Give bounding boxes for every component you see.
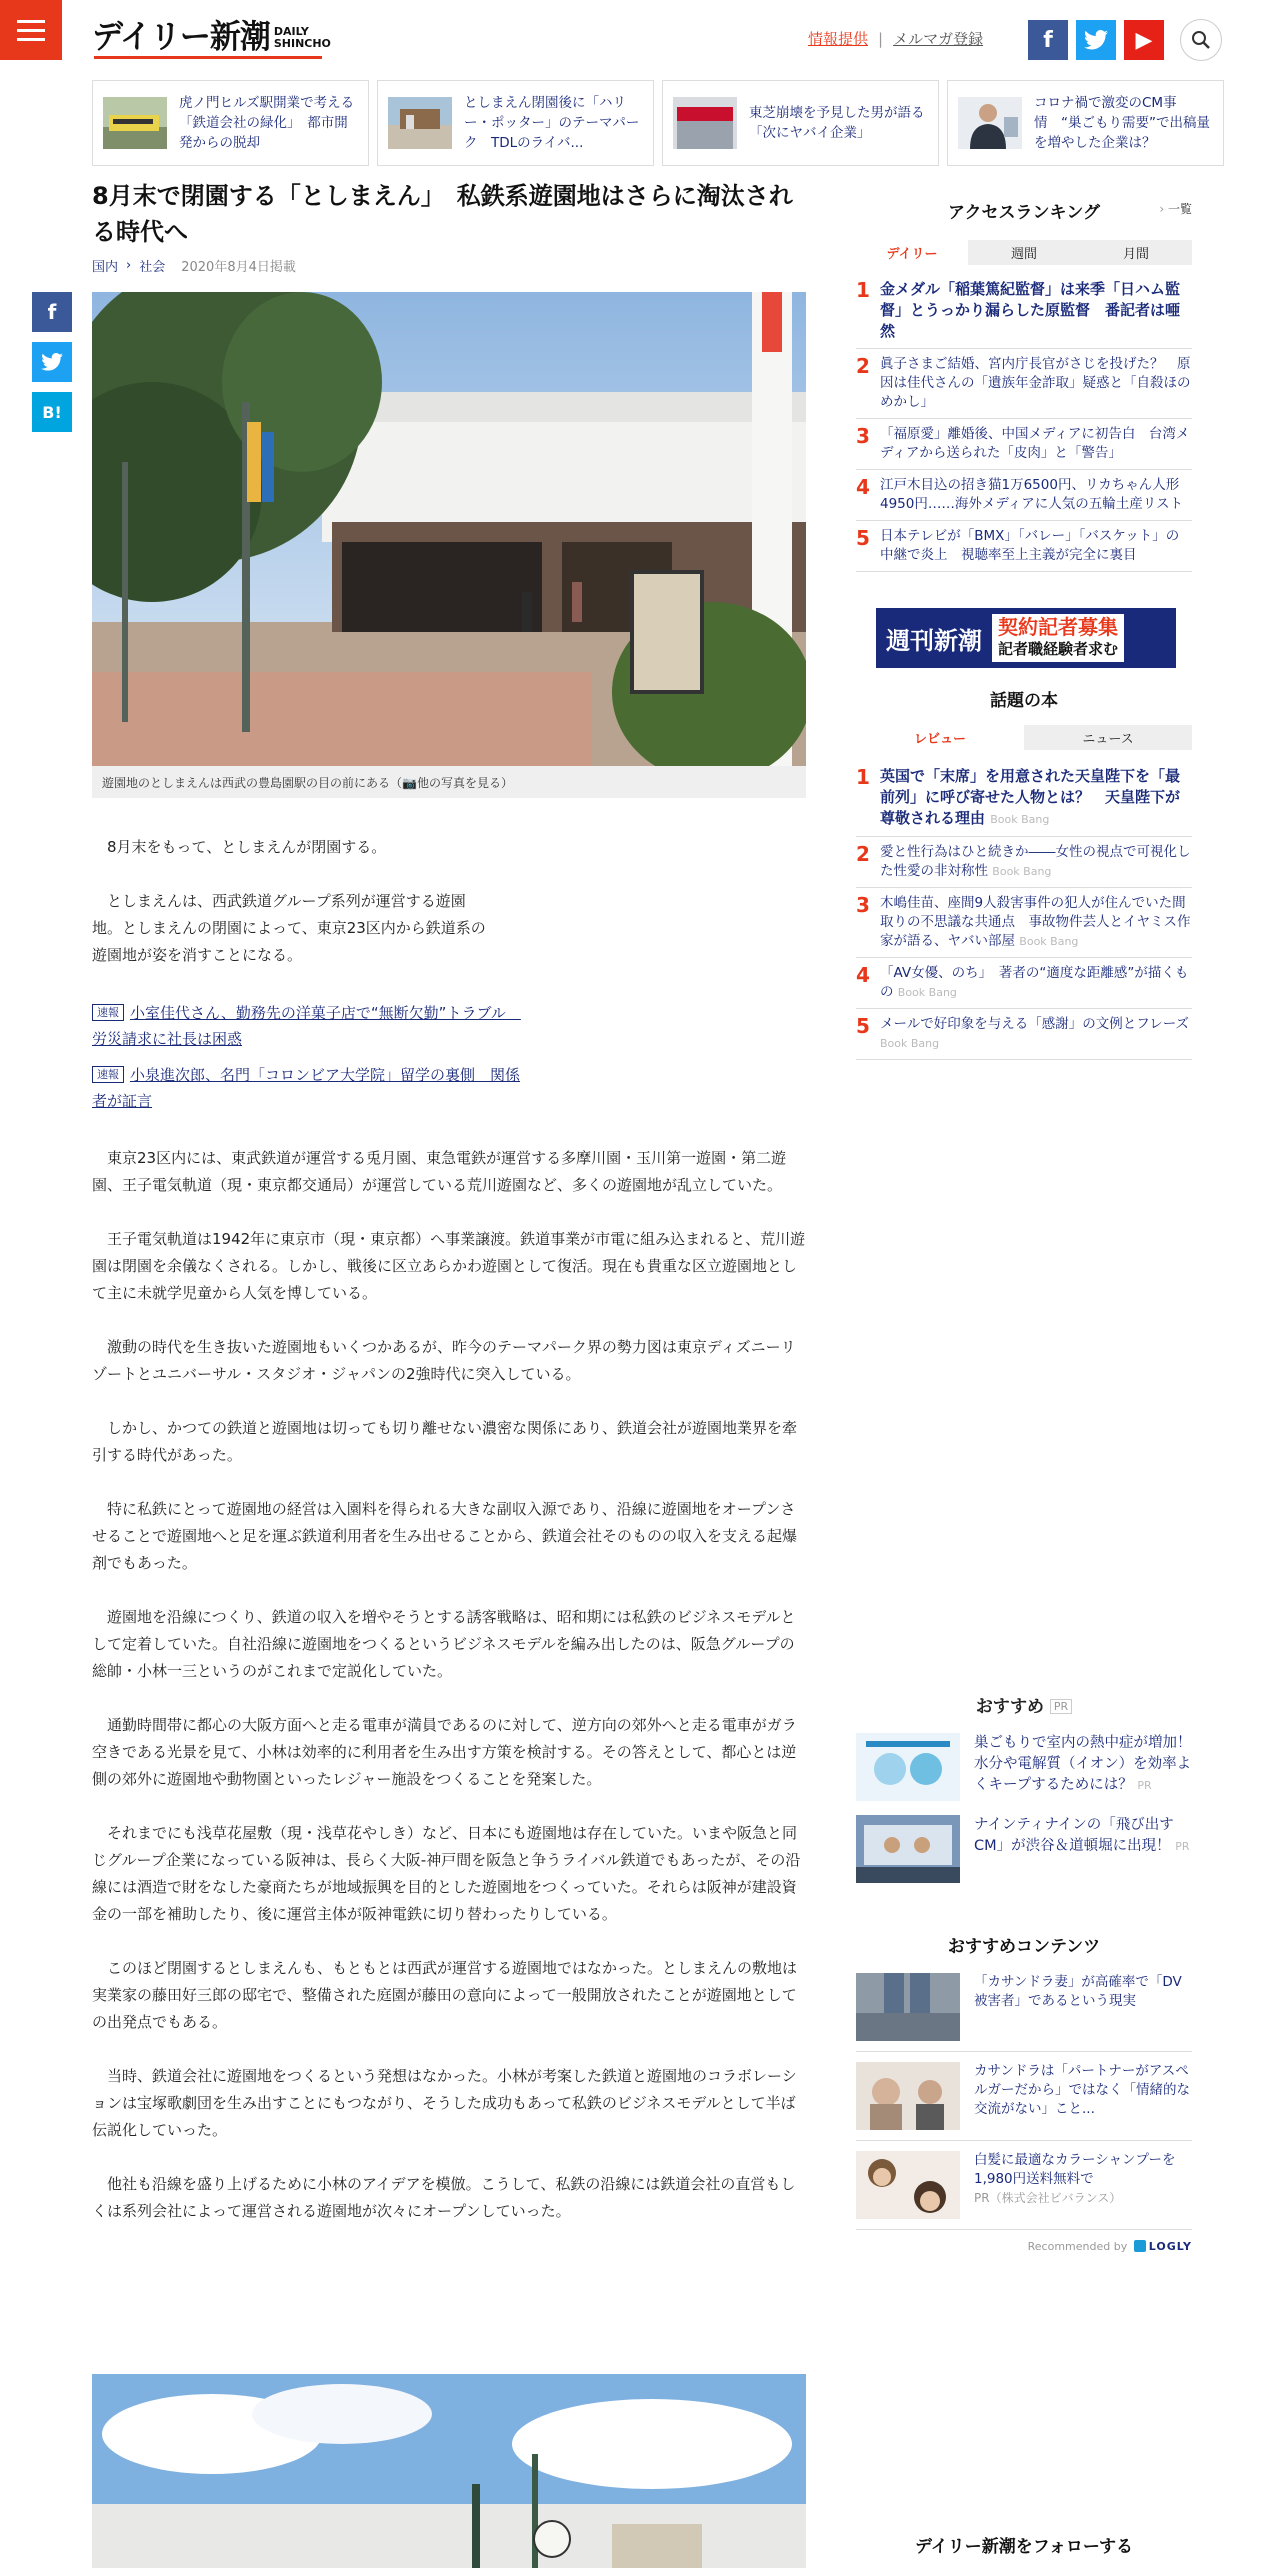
strip-item[interactable]: コロナ禍で激変のCM事情 “巣ごもり需要”で出稿量を増やした企業は？	[947, 80, 1224, 166]
content-thumbnail	[856, 2062, 960, 2130]
follow-section	[856, 2532, 1192, 2557]
hamburger-icon-bar	[17, 38, 45, 41]
article-image-2[interactable]	[92, 2374, 806, 2568]
recommend-section	[856, 1692, 1206, 1897]
breaking-news-1	[92, 1000, 522, 1052]
twitter-icon[interactable]	[1076, 20, 1116, 60]
books-list	[856, 760, 1192, 1060]
paragraph: しかし、かつての鉄道と遊園地は切っても切り離せない濃密な関係にあり、鉄道会社が遊園地業界を牽引する時代があった。	[92, 1419, 798, 1464]
paragraph: 他社も沿線を盛り上げるために小林のアイデアを模倣。こうして、私鉄の沿線には鉄道会社の直営もしくは系列会社によって運営される遊園地が次々にオープンしていった。	[92, 2175, 796, 2220]
list-item[interactable]: 3 「福原愛」離婚後、中国メディアに初告白 台湾メディアから送られた「皮肉」と「警告」	[856, 419, 1192, 470]
paragraph: 8月末をもって、としまえんが閉園する。	[107, 838, 387, 856]
strip-thumbnail	[673, 97, 737, 149]
article-body	[92, 1145, 806, 2252]
related-strip	[92, 80, 1224, 166]
strip-item[interactable]: 東芝崩壊を予見した男が語る「次にヤバイ企業」	[662, 80, 939, 166]
ranking-list	[856, 273, 1192, 572]
image-caption: 遊園地のとしまえんは西武の豊島園駅の目の前にある（📷他の写真を見る）	[92, 766, 806, 798]
ranking-section	[856, 198, 1192, 572]
logo-underline	[94, 56, 322, 59]
site-logo[interactable]	[92, 20, 331, 54]
strip-thumbnail	[958, 97, 1022, 149]
publish-date: 2020年8月4日掲載	[181, 260, 296, 275]
strip-item[interactable]: 虎ノ門ヒルズ駅開業で考える「鉄道会社の緑化」 都市開発からの脱却	[92, 80, 369, 166]
list-item[interactable]: 2 眞子さまご結婚、宮内庁長官がさじを投げた？ 原因は佳代さんの「遺族年金詐取」疑惑と「自殺ほのめかし」	[856, 349, 1192, 419]
more-photos-link[interactable]: 他の写真を見る	[416, 776, 501, 790]
list-item[interactable]: 4 江戸木目込の招き猫1万6500円、リカちゃん人形4950円……海外メディアに人気の五輪土産リスト	[856, 470, 1192, 521]
paragraph: 当時、鉄道会社に遊園地をつくるという発想はなかった。小林が考案した鉄道と遊園地のコラボレーションは宝塚歌劇団を生み出すことにもつながり、そうした成功もあって私鉄のビジネスモデルとして半ば伝説化していった。	[92, 2067, 797, 2139]
recommended-by: Recommended by LOGLY	[1027, 2240, 1192, 2253]
breaking-link[interactable]: 小泉進次郎、名門「コロンビア大学院」留学の裏側 関係者が証言	[92, 1066, 521, 1110]
share-facebook-icon[interactable]: f	[32, 292, 72, 332]
logly-icon	[1134, 2240, 1146, 2252]
books-title: 話題の本	[990, 691, 1058, 711]
chevron-right-icon: ›	[1159, 202, 1165, 216]
newsletter-link[interactable]: メルマガ登録	[893, 30, 984, 48]
chevron-right-icon: ›	[126, 258, 132, 273]
tab-monthly[interactable]: 月間	[1080, 240, 1192, 265]
tab-daily[interactable]: デイリー	[856, 240, 968, 265]
follow-title: デイリー新潮をフォローする	[914, 2537, 1134, 2557]
logo-text: デイリー新潮	[92, 18, 270, 56]
content-item[interactable]: カサンドラは「パートナーがアスペルガーだから」ではなく「情緒的な交流がない」こと...	[856, 2052, 1192, 2141]
ranking-title: アクセスランキング	[948, 203, 1100, 223]
breadcrumb-society[interactable]: 社会	[139, 260, 166, 275]
paragraph: 東京23区内には、東武鉄道が運営する兎月園、東急電鉄が運営する多摩川園・玉川第一遊園・第二遊園、王子電気軌道（現・東京都交通局）が運営している荒川遊園など、多くの遊園地が乱立していた。	[92, 1149, 787, 1194]
share-twitter-icon[interactable]	[32, 342, 72, 382]
paragraph: それまでにも浅草花屋敷（現・浅草花やしき）など、日本にも遊園地は存在していた。いまや阪急と同じグループ企業になっている阪神は、長らく大阪-神戸間を阪急と争うライバル鉄道でもあったが、その沿線には酒造で財をなした豪商たちが地域振興を目的とした遊園地をつくっていた。それらは阪神が建設資金の一部を補助したり、後に運営主体が阪神電鉄に切り替わったりしている。	[92, 1824, 801, 1923]
list-item[interactable]: 2 愛と性行為はひと続きか――女性の視点で可視化した性愛の非対称性 Book Bang	[856, 837, 1192, 888]
recommend-thumbnail	[856, 1733, 960, 1801]
list-item[interactable]: 1 英国で「末席」を用意された天皇陛下を「最前列」に呼び寄せた人物とは？ 天皇陛下が尊敬される理由 Book Bang	[856, 760, 1192, 837]
paragraph: 遊園地を沿線につくり、鉄道の収入を増やそうとする誘客戦略は、昭和期には私鉄のビジネスモデルとして定着していた。自社沿線に遊園地をつくるというビジネスモデルを編み出したのは、阪急グループの総帥・小林一三というのがこれまで定説化していた。	[92, 1608, 796, 1680]
camera-icon: 📷	[402, 776, 417, 790]
list-item[interactable]: 4 「AV女優、のち」 著者の“適度な距離感”が描くもの Book Bang	[856, 958, 1192, 1009]
books-tabs	[856, 725, 1192, 750]
paragraph: 通勤時間帯に都心の大阪方面へと走る電車が満員であるのに対して、逆方向の郊外へと走る電車がガラ空きである光景を見て、小林は効率的に利用者を生み出す方策を検討する。その答えとして、都心とは逆側の郊外に遊園地や動物園といったレジャー施設をつくることを発案した。	[92, 1716, 797, 1788]
content-item[interactable]: 「カサンドラ妻」が高確率で「DV被害者」であるという現実	[856, 1963, 1192, 2052]
strip-thumbnail	[388, 97, 452, 149]
recommend-title: おすすめ	[975, 1697, 1044, 1717]
header-separator: |	[878, 29, 884, 48]
info-link[interactable]: 情報提供	[808, 30, 869, 48]
search-icon[interactable]	[1180, 19, 1222, 61]
youtube-icon[interactable]: ▶	[1124, 20, 1164, 60]
menu-button[interactable]	[0, 0, 62, 60]
breadcrumb	[92, 256, 296, 275]
books-section	[856, 686, 1192, 1060]
pr-badge: PR	[1050, 1699, 1072, 1714]
breadcrumb-domestic[interactable]: 国内	[92, 260, 119, 275]
list-item[interactable]: 5 メールで好印象を与える「感謝」の文例とフレーズ Book Bang	[856, 1009, 1192, 1060]
paragraph: 激動の時代を生き抜いた遊園地もいくつかあるが、昨今のテーマパーク界の勢力図は東京ディズニーリゾートとユニバーサル・スタジオ・ジャパンの2強時代に突入している。	[92, 1338, 796, 1383]
paragraph: 王子電気軌道は1942年に東京市（現・東京都）へ事業譲渡。鉄道事業が市電に組み込まれると、荒川遊園は閉園を余儀なくされる。しかし、戦後に区立あらかわ遊園として復活。現在も貴重な区立遊園地として主に未就学児童から人気を博している。	[92, 1230, 806, 1302]
breaking-news-2	[92, 1062, 522, 1114]
list-item[interactable]: 3 木嶋佳苗、座間9人殺害事件の犯人が住んでいた間取りの不思議な共通点 事故物件芸人とイヤミス作家が語る、ヤバい部屋 Book Bang	[856, 888, 1192, 958]
recommend-item[interactable]: 巣ごもりで室内の熱中症が増加！ 水分や電解質（イオン）を効率よくキープするためには？ PR	[856, 1733, 1192, 1801]
breaking-link[interactable]: 小室佳代さん、勤務先の洋菓子店で“無断欠勤”トラブル 労災請求に社長は困惑	[92, 1004, 521, 1048]
contents-title: おすすめコンテンツ	[947, 1937, 1101, 1957]
paragraph: としまえんは、西武鉄道グループ系列が運営する遊園地。としまえんの閉園によって、東京23区内から鉄道系の遊園地が姿を消すことになる。	[92, 892, 486, 964]
strip-item[interactable]: としまえん閉園後に「ハリー・ポッター」のテーマパーク TDLのライバ...	[377, 80, 654, 166]
list-item[interactable]: 1 金メダル「稲葉篤紀監督」は来季「日ハム監督」とうっかり漏らした原監督 番記者は唖然	[856, 273, 1192, 349]
logo-english: DAILY SHINCHO	[273, 25, 331, 50]
contents-section	[856, 1932, 1192, 2253]
hamburger-icon-bar	[17, 20, 45, 23]
content-thumbnail	[856, 2151, 960, 2219]
header-links	[808, 28, 983, 49]
hero-image[interactable]	[92, 292, 806, 766]
tab-review[interactable]: レビュー	[856, 725, 1024, 750]
recommend-item[interactable]: ナインティナインの「飛び出すCM」が渋谷＆道頓堀に出現！ PR	[856, 1815, 1192, 1883]
facebook-icon[interactable]: f	[1028, 20, 1068, 60]
list-item[interactable]: 5 日本テレビが「BMX」「バレー」「バスケット」の中継で炎上 視聴率至上主義が完全に裏目	[856, 521, 1192, 572]
content-thumbnail	[856, 1973, 960, 2041]
ranking-tabs	[856, 240, 1192, 265]
tab-weekly[interactable]: 週間	[968, 240, 1080, 265]
ranking-all-link[interactable]: › 一覧	[1159, 202, 1192, 216]
share-hatena-icon[interactable]: B!	[32, 392, 72, 432]
article-intro	[92, 834, 492, 996]
article-title: 8月末で閉園する「としまえん」 私鉄系遊園地はさらに淘汰される時代へ	[92, 182, 793, 246]
tab-news[interactable]: ニュース	[1024, 725, 1192, 750]
content-item[interactable]: 白髪に最適なカラーシャンプーを1,980円送料無料で PR（株式会社ビバランス）	[856, 2141, 1192, 2230]
breaking-badge: 速報	[92, 1066, 124, 1083]
paragraph: このほど閉園するとしまえんも、もともとは西武が運営する遊園地ではなかった。としまえんの敷地は実業家の藤田好三郎の邸宅で、整備された庭園が藤田の意向によって一般開放されたことが遊園地としての出発点でもある。	[92, 1959, 798, 2031]
strip-thumbnail	[103, 97, 167, 149]
breaking-badge: 速報	[92, 1004, 124, 1021]
hamburger-icon-bar	[17, 29, 45, 32]
paragraph: 特に私鉄にとって遊園地の経営は入園料を得られる大きな副収入源であり、沿線に遊園地をオープンさせることで遊園地へと足を運ぶ鉄道利用者を生み出せることから、鉄道会社そのものの収入を支える起爆剤でもあった。	[92, 1500, 798, 1572]
recruit-banner[interactable]: 週刊新潮 契約記者募集 記者職経験者求む	[876, 608, 1176, 668]
recommend-thumbnail	[856, 1815, 960, 1883]
